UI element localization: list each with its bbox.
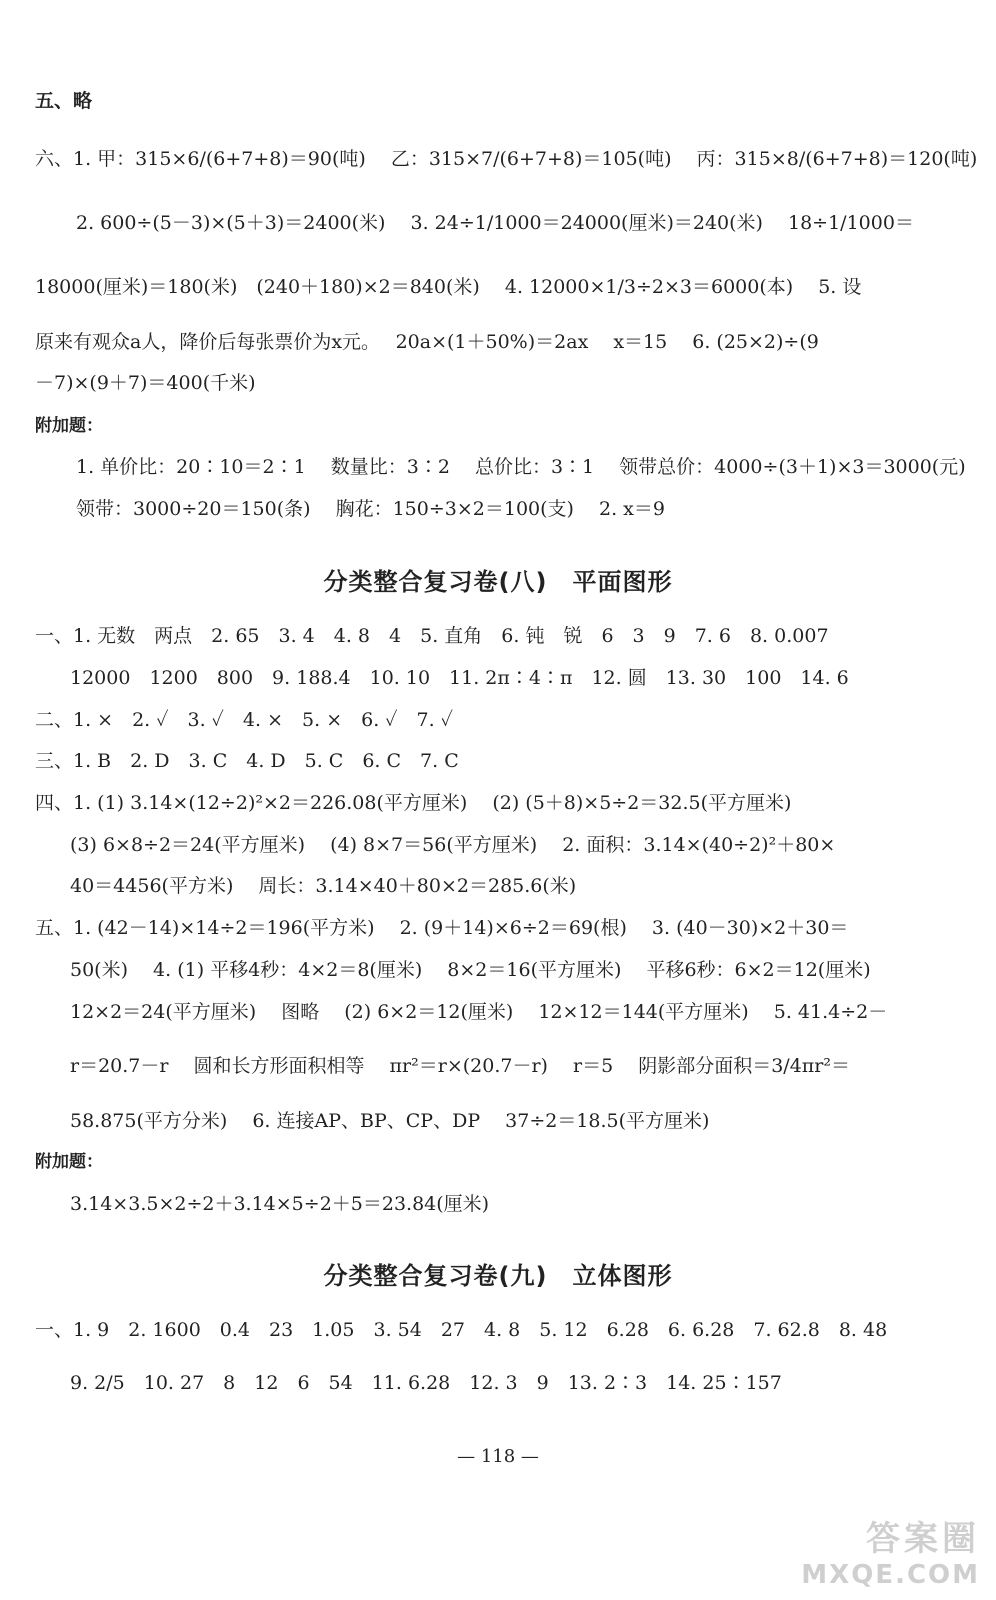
watermark-logo xyxy=(801,1511,980,1590)
sec8-line-5: 四、1. (1) 3.14×(12÷2)²×2＝226.08(平方厘米) (2) (5＋8)×5÷2＝32.5(平方厘米) xyxy=(35,792,792,814)
part1-six-2c: 原来有观众a人，降价后每张票价为x元。 20a×(1＋50%)＝2ax x＝15 6. (25×2)÷(9 xyxy=(35,331,819,353)
sec9-line-2: 9. 2/5 10. 27 8 12 6 54 11. 6.28 12. 3 9 13. 2∶3 14. 25∶157 xyxy=(70,1372,782,1394)
sec8-line-9: 50(米) 4. (1) 平移4秒：4×2＝8(厘米) 8×2＝16(平方厘米) 平移6秒：6×2＝12(厘米) xyxy=(70,959,871,981)
sec8-line-6: (3) 6×8÷2＝24(平方厘米) (4) 8×7＝56(平方厘米) 2. 面积：3.14×(40÷2)²＋80× xyxy=(70,834,836,856)
part1-six-1: 六、1. 甲：315×6/(6+7+8)＝90(吨) 乙：315×7/(6+7+8)＝105(吨) 丙：315×8/(6+7+8)＝120(吨) xyxy=(35,148,978,170)
part1-five: 五、略 xyxy=(35,90,93,112)
page-number: — 118 — xyxy=(457,1446,539,1467)
sec9-line-1: 一、1. 9 2. 1600 0.4 23 1.05 3. 54 27 4. 8 5. 12 6.28 6. 6.28 7. 62.8 8. 48 xyxy=(35,1319,888,1341)
sec8-line-10: 12×2＝24(平方厘米) 图略 (2) 6×2＝12(厘米) 12×12＝144(平方厘米) 5. 41.4÷2－ xyxy=(70,1001,888,1023)
sec8-line-3: 二、1. × 2. ✓ 3. ✓ 4. × 5. × 6. ✓ 7. ✓ xyxy=(35,709,453,731)
section-9-title: 分类整合复习卷(九) 立体图形 xyxy=(323,1262,673,1290)
sec8-line-2: 12000 1200 800 9. 188.4 10. 10 11. 2π∶4∶π 12. 圆 13. 30 100 14. 6 xyxy=(70,667,849,689)
sec8-line-7: 40＝4456(平方米) 周长：3.14×40＋80×2＝285.6(米) xyxy=(70,875,577,897)
sec8-line-8: 五、1. (42－14)×14÷2＝196(平方米) 2. (9＋14)×6÷2＝69(根) 3. (40－30)×2＋30＝ xyxy=(35,917,849,939)
sec8-line-1: 一、1. 无数 两点 2. 65 3. 4 4. 8 4 5. 直角 6. 钝 锐 6 3 9 7. 6 8. 0.007 xyxy=(35,625,829,647)
part1-six-2d: －7)×(9＋7)＝400(千米) xyxy=(35,372,256,394)
part1-six-2a: 2. 600÷(5－3)×(5＋3)＝2400(米) 3. 24÷1/1000＝24000(厘米)＝240(米) 18÷1/1000＝ xyxy=(76,212,914,234)
sec8-line-12: 58.875(平方分米) 6. 连接AP、BP、CP、DP 37÷2＝18.5(平方厘米) xyxy=(70,1110,710,1132)
part1-extra-1: 1. 单价比：20∶10＝2∶1 数量比：3∶2 总价比：3∶1 领带总价：4000÷(3＋1)×3＝3000(元) xyxy=(76,456,966,478)
sec8-line-11: r＝20.7－r 圆和长方形面积相等 πr²＝r×(20.7－r) r＝5 阴影部分面积＝3/4πr²＝ xyxy=(70,1055,850,1077)
part1-six-2b: 18000(厘米)＝180(米) (240＋180)×2＝840(米) 4. 12000×1/3÷2×3＝6000(本) 5. 设 xyxy=(35,276,862,298)
watermark-text-2: MXQE.COM xyxy=(801,1560,980,1590)
watermark-text-1: 答案圈 xyxy=(866,1519,980,1559)
sec8-line-4: 三、1. B 2. D 3. C 4. D 5. C 6. C 7. C xyxy=(35,750,459,772)
sec8-extra: 3.14×3.5×2÷2＋3.14×5÷2＋5＝23.84(厘米) xyxy=(70,1193,490,1215)
part1-extra-label: 附加题： xyxy=(35,416,103,436)
sec8-extra-label: 附加题： xyxy=(35,1152,103,1172)
section-8-title: 分类整合复习卷(八) 平面图形 xyxy=(323,568,673,596)
part1-extra-2: 领带：3000÷20＝150(条) 胸花：150÷3×2＝100(支) 2. x＝9 xyxy=(76,498,665,520)
